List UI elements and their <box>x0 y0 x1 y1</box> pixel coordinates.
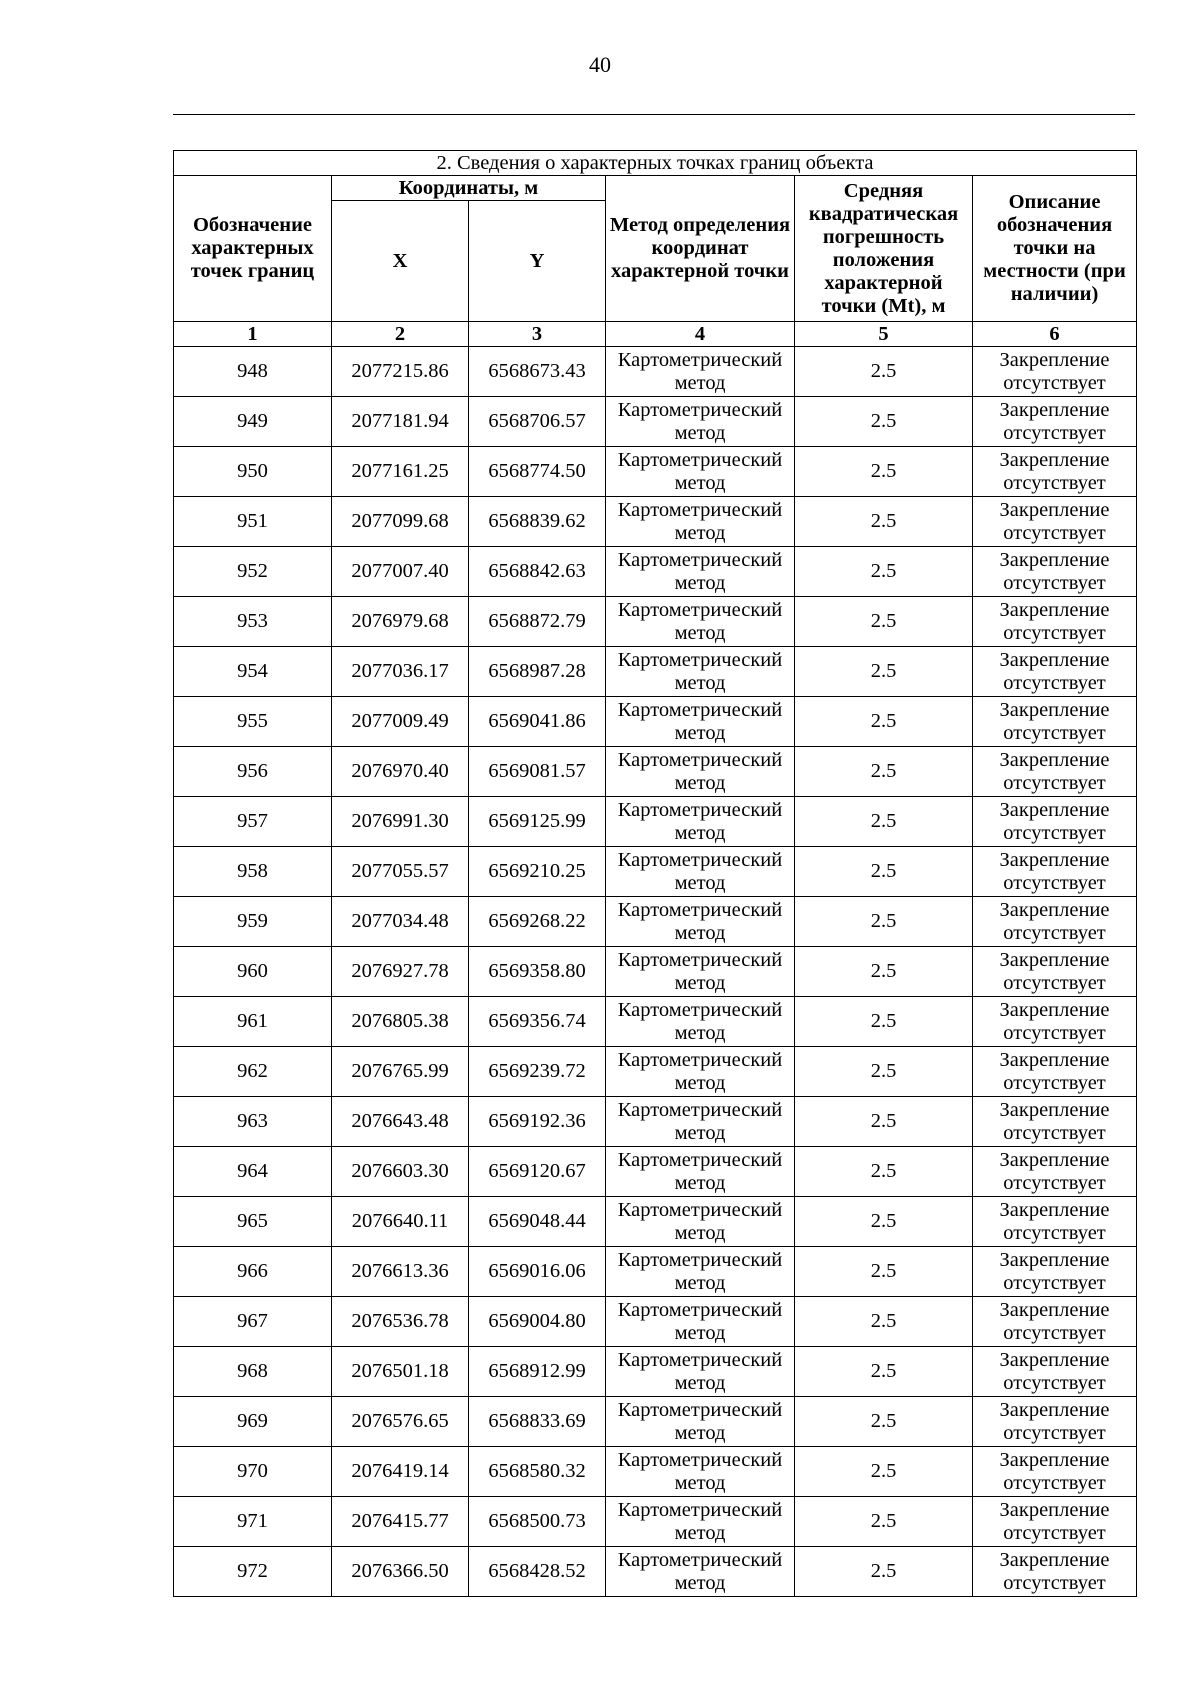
coord-y-cell: 6569041.86 <box>469 697 606 747</box>
method-cell: Картометрический метод <box>606 1247 795 1297</box>
column-number: 5 <box>795 322 973 347</box>
column-number: 4 <box>606 322 795 347</box>
header-row-top <box>174 176 1137 201</box>
coord-y-cell: 6568833.69 <box>469 1397 606 1447</box>
coord-y-cell: 6568673.43 <box>469 347 606 397</box>
method-cell: Картометрический метод <box>606 347 795 397</box>
description-cell: Закрепление отсутствует <box>973 497 1137 547</box>
method-cell: Картометрический метод <box>606 1047 795 1097</box>
point-id-cell: 961 <box>174 997 332 1047</box>
table-row <box>174 1497 1137 1547</box>
point-id-cell: 962 <box>174 1047 332 1097</box>
accuracy-cell: 2.5 <box>795 497 973 547</box>
point-id-cell: 958 <box>174 847 332 897</box>
description-cell: Закрепление отсутствует <box>973 897 1137 947</box>
point-id-cell: 951 <box>174 497 332 547</box>
table-row <box>174 947 1137 997</box>
coord-x-cell: 2077034.48 <box>332 897 469 947</box>
coord-y-cell: 6568912.99 <box>469 1347 606 1397</box>
table-row <box>174 1247 1137 1297</box>
coord-x-cell: 2077181.94 <box>332 397 469 447</box>
coord-x-cell: 2077007.40 <box>332 547 469 597</box>
method-cell: Картометрический метод <box>606 797 795 847</box>
point-id-cell: 955 <box>174 697 332 747</box>
accuracy-cell: 2.5 <box>795 597 973 647</box>
accuracy-cell: 2.5 <box>795 997 973 1047</box>
description-cell: Закрепление отсутствует <box>973 1197 1137 1247</box>
table-row <box>174 797 1137 847</box>
accuracy-cell: 2.5 <box>795 1497 973 1547</box>
description-cell: Закрепление отсутствует <box>973 447 1137 497</box>
coord-x-cell: 2076643.48 <box>332 1097 469 1147</box>
accuracy-cell: 2.5 <box>795 547 973 597</box>
method-cell: Картометрический метод <box>606 897 795 947</box>
accuracy-cell: 2.5 <box>795 1447 973 1497</box>
description-cell: Закрепление отсутствует <box>973 1497 1137 1547</box>
coord-x-cell: 2076415.77 <box>332 1497 469 1547</box>
description-cell: Закрепление отсутствует <box>973 1147 1137 1197</box>
accuracy-cell: 2.5 <box>795 1047 973 1097</box>
table-row <box>174 597 1137 647</box>
table-row <box>174 1347 1137 1397</box>
table-row <box>174 847 1137 897</box>
header-point-designation: Обозначение характерных точек границ <box>174 176 332 322</box>
coord-y-cell: 6569120.67 <box>469 1147 606 1197</box>
method-cell: Картометрический метод <box>606 697 795 747</box>
table-row <box>174 697 1137 747</box>
accuracy-cell: 2.5 <box>795 1147 973 1197</box>
coord-x-cell: 2076501.18 <box>332 1347 469 1397</box>
point-id-cell: 965 <box>174 1197 332 1247</box>
point-id-cell: 960 <box>174 947 332 997</box>
method-cell: Картометрический метод <box>606 1547 795 1597</box>
description-cell: Закрепление отсутствует <box>973 397 1137 447</box>
coord-y-cell: 6569004.80 <box>469 1297 606 1347</box>
description-cell: Закрепление отсутствует <box>973 1347 1137 1397</box>
table-row <box>174 747 1137 797</box>
page-number: 40 <box>589 52 611 77</box>
table-row <box>174 1297 1137 1347</box>
method-cell: Картометрический метод <box>606 1347 795 1397</box>
accuracy-cell: 2.5 <box>795 1347 973 1397</box>
coord-y-cell: 6569192.36 <box>469 1097 606 1147</box>
accuracy-cell: 2.5 <box>795 1097 973 1147</box>
accuracy-cell: 2.5 <box>795 797 973 847</box>
coord-y-cell: 6569358.80 <box>469 947 606 997</box>
coord-x-cell: 2077036.17 <box>332 647 469 697</box>
method-cell: Картометрический метод <box>606 1197 795 1247</box>
method-cell: Картометрический метод <box>606 1097 795 1147</box>
header-y: Y <box>469 201 606 322</box>
table-row <box>174 1097 1137 1147</box>
table-row <box>174 1547 1137 1597</box>
table-row <box>174 1047 1137 1097</box>
header-accuracy: Средняя квадратическая погрешность положения характерной точки (Mt), м <box>795 176 973 322</box>
method-cell: Картометрический метод <box>606 547 795 597</box>
accuracy-cell: 2.5 <box>795 747 973 797</box>
coord-x-cell: 2076366.50 <box>332 1547 469 1597</box>
coord-y-cell: 6569048.44 <box>469 1197 606 1247</box>
point-id-cell: 948 <box>174 347 332 397</box>
coord-y-cell: 6569239.72 <box>469 1047 606 1097</box>
description-cell: Закрепление отсутствует <box>973 697 1137 747</box>
coord-y-cell: 6568774.50 <box>469 447 606 497</box>
accuracy-cell: 2.5 <box>795 947 973 997</box>
accuracy-cell: 2.5 <box>795 697 973 747</box>
coord-y-cell: 6568842.63 <box>469 547 606 597</box>
coord-y-cell: 6569210.25 <box>469 847 606 897</box>
description-cell: Закрепление отсутствует <box>973 747 1137 797</box>
table-caption-row <box>174 151 1137 176</box>
point-id-cell: 972 <box>174 1547 332 1597</box>
point-id-cell: 949 <box>174 397 332 447</box>
description-cell: Закрепление отсутствует <box>973 797 1137 847</box>
point-id-cell: 966 <box>174 1247 332 1297</box>
coord-x-cell: 2076419.14 <box>332 1447 469 1497</box>
method-cell: Картометрический метод <box>606 1397 795 1447</box>
table-row <box>174 1147 1137 1197</box>
method-cell: Картометрический метод <box>606 397 795 447</box>
method-cell: Картометрический метод <box>606 747 795 797</box>
table-row <box>174 1397 1137 1447</box>
table-row <box>174 497 1137 547</box>
header-method: Метод определения координат характерной точки <box>606 176 795 322</box>
method-cell: Картометрический метод <box>606 1497 795 1547</box>
description-cell: Закрепление отсутствует <box>973 1297 1137 1347</box>
method-cell: Картометрический метод <box>606 1297 795 1347</box>
column-number: 2 <box>332 322 469 347</box>
coord-y-cell: 6568500.73 <box>469 1497 606 1547</box>
coord-x-cell: 2077009.49 <box>332 697 469 747</box>
table-row <box>174 447 1137 497</box>
point-id-cell: 968 <box>174 1347 332 1397</box>
method-cell: Картометрический метод <box>606 1147 795 1197</box>
point-id-cell: 957 <box>174 797 332 847</box>
description-cell: Закрепление отсутствует <box>973 1447 1137 1497</box>
description-cell: Закрепление отсутствует <box>973 1247 1137 1297</box>
coord-y-cell: 6569268.22 <box>469 897 606 947</box>
accuracy-cell: 2.5 <box>795 647 973 697</box>
column-number: 1 <box>174 322 332 347</box>
column-number-row <box>174 322 1137 347</box>
table-row <box>174 547 1137 597</box>
method-cell: Картометрический метод <box>606 647 795 697</box>
coord-y-cell: 6569016.06 <box>469 1247 606 1297</box>
table-row <box>174 897 1137 947</box>
description-cell: Закрепление отсутствует <box>973 597 1137 647</box>
method-cell: Картометрический метод <box>606 847 795 897</box>
point-id-cell: 954 <box>174 647 332 697</box>
coord-x-cell: 2076613.36 <box>332 1247 469 1297</box>
table-row <box>174 1447 1137 1497</box>
coord-x-cell: 2077215.86 <box>332 347 469 397</box>
column-number: 6 <box>973 322 1137 347</box>
header-rule <box>173 114 1135 115</box>
coord-x-cell: 2076805.38 <box>332 997 469 1047</box>
point-id-cell: 970 <box>174 1447 332 1497</box>
accuracy-cell: 2.5 <box>795 1247 973 1297</box>
description-cell: Закрепление отсутствует <box>973 1097 1137 1147</box>
accuracy-cell: 2.5 <box>795 397 973 447</box>
description-cell: Закрепление отсутствует <box>973 547 1137 597</box>
table-caption: 2. Сведения о характерных точках границ объекта <box>174 151 1137 176</box>
header-description: Описание обозначения точки на местности (при наличии) <box>973 176 1137 322</box>
accuracy-cell: 2.5 <box>795 1297 973 1347</box>
description-cell: Закрепление отсутствует <box>973 347 1137 397</box>
point-id-cell: 963 <box>174 1097 332 1147</box>
accuracy-cell: 2.5 <box>795 347 973 397</box>
coord-y-cell: 6569356.74 <box>469 997 606 1047</box>
point-id-cell: 952 <box>174 547 332 597</box>
description-cell: Закрепление отсутствует <box>973 1397 1137 1447</box>
description-cell: Закрепление отсутствует <box>973 847 1137 897</box>
coord-y-cell: 6568580.32 <box>469 1447 606 1497</box>
accuracy-cell: 2.5 <box>795 1547 973 1597</box>
description-cell: Закрепление отсутствует <box>973 1047 1137 1097</box>
coord-y-cell: 6568428.52 <box>469 1547 606 1597</box>
coord-x-cell: 2076765.99 <box>332 1047 469 1097</box>
header-coordinates: Координаты, м <box>332 176 606 201</box>
coord-x-cell: 2076603.30 <box>332 1147 469 1197</box>
coord-y-cell: 6568872.79 <box>469 597 606 647</box>
coord-y-cell: 6569125.99 <box>469 797 606 847</box>
accuracy-cell: 2.5 <box>795 447 973 497</box>
description-cell: Закрепление отсутствует <box>973 647 1137 697</box>
description-cell: Закрепление отсутствует <box>973 997 1137 1047</box>
accuracy-cell: 2.5 <box>795 1397 973 1447</box>
coord-x-cell: 2076640.11 <box>332 1197 469 1247</box>
method-cell: Картометрический метод <box>606 997 795 1047</box>
coord-x-cell: 2076536.78 <box>332 1297 469 1347</box>
description-cell: Закрепление отсутствует <box>973 947 1137 997</box>
accuracy-cell: 2.5 <box>795 897 973 947</box>
point-id-cell: 950 <box>174 447 332 497</box>
coord-x-cell: 2076970.40 <box>332 747 469 797</box>
coord-x-cell: 2076979.68 <box>332 597 469 647</box>
table-row <box>174 397 1137 447</box>
coord-x-cell: 2076927.78 <box>332 947 469 997</box>
point-id-cell: 971 <box>174 1497 332 1547</box>
coord-x-cell: 2076576.65 <box>332 1397 469 1447</box>
description-cell: Закрепление отсутствует <box>973 1547 1137 1597</box>
method-cell: Картометрический метод <box>606 447 795 497</box>
point-id-cell: 959 <box>174 897 332 947</box>
table-row <box>174 347 1137 397</box>
point-id-cell: 967 <box>174 1297 332 1347</box>
coord-x-cell: 2077055.57 <box>332 847 469 897</box>
point-id-cell: 969 <box>174 1397 332 1447</box>
boundary-points-table <box>173 150 1137 1597</box>
table-row <box>174 647 1137 697</box>
column-number: 3 <box>469 322 606 347</box>
coord-x-cell: 2077161.25 <box>332 447 469 497</box>
method-cell: Картометрический метод <box>606 1447 795 1497</box>
method-cell: Картометрический метод <box>606 597 795 647</box>
coord-x-cell: 2076991.30 <box>332 797 469 847</box>
point-id-cell: 953 <box>174 597 332 647</box>
method-cell: Картометрический метод <box>606 947 795 997</box>
coord-y-cell: 6568706.57 <box>469 397 606 447</box>
point-id-cell: 956 <box>174 747 332 797</box>
table-row <box>174 1197 1137 1247</box>
coord-x-cell: 2077099.68 <box>332 497 469 547</box>
accuracy-cell: 2.5 <box>795 1197 973 1247</box>
coord-y-cell: 6568987.28 <box>469 647 606 697</box>
coord-y-cell: 6569081.57 <box>469 747 606 797</box>
header-x: X <box>332 201 469 322</box>
point-id-cell: 964 <box>174 1147 332 1197</box>
accuracy-cell: 2.5 <box>795 847 973 897</box>
method-cell: Картометрический метод <box>606 497 795 547</box>
table-row <box>174 997 1137 1047</box>
coord-y-cell: 6568839.62 <box>469 497 606 547</box>
